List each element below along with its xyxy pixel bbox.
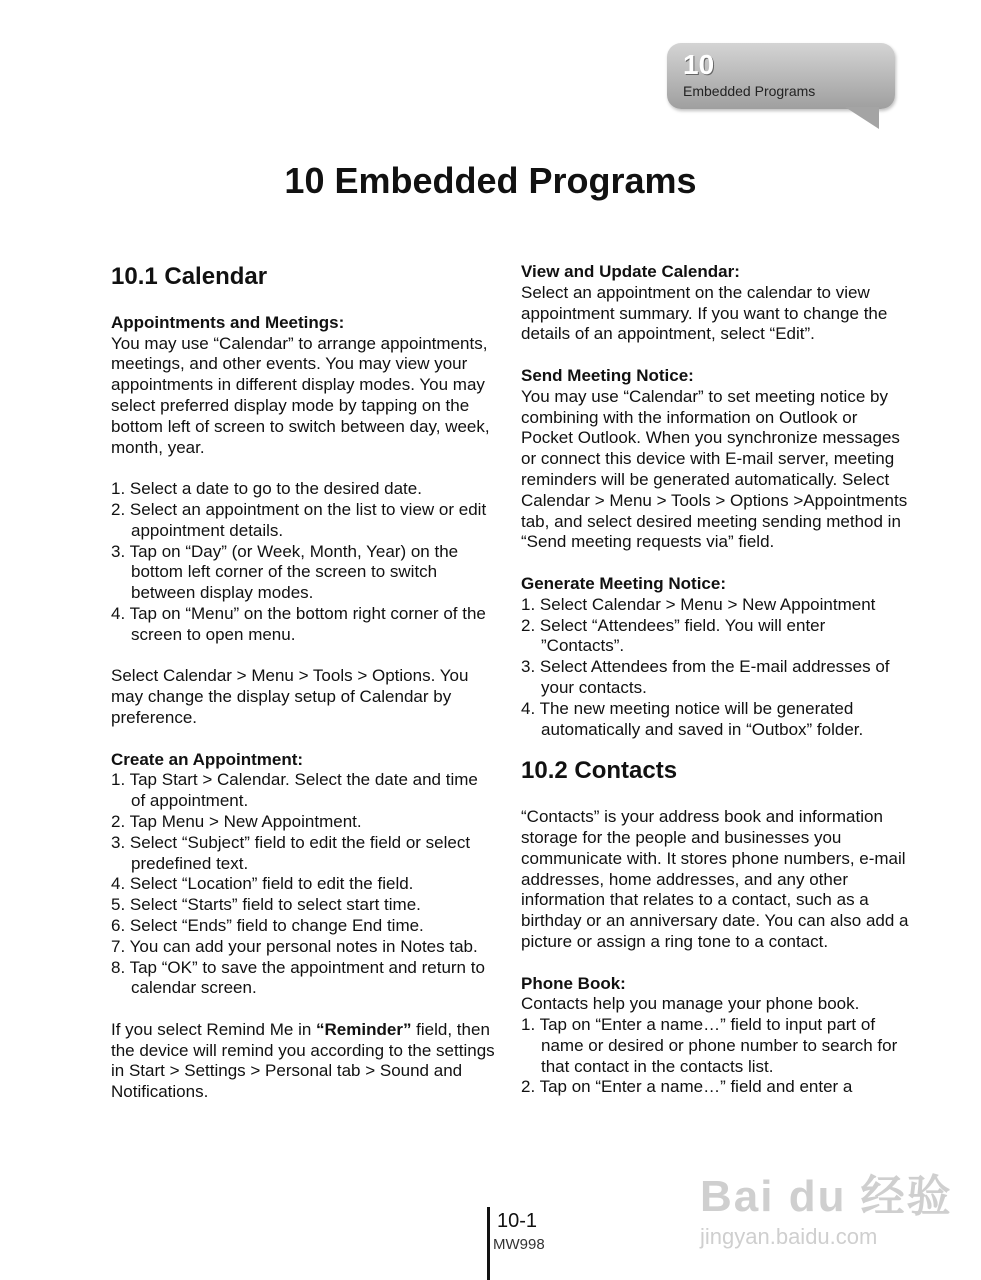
watermark-url: jingyan.baidu.com (700, 1224, 878, 1249)
send-notice-heading: Send Meeting Notice: (521, 365, 694, 385)
list-item: 6. Select “Ends” field to change End time. (111, 915, 424, 935)
list-item: 1. Tap on “Enter a name…” field to input part of name or desired or phone number to search for that contact in the contacts list. (521, 1015, 898, 1076)
list-item: 4. The new meeting notice will be generated automatically and saved in “Outbox” folder. (521, 698, 864, 739)
list-item: 2. Tap Menu > New Appointment. (111, 811, 362, 831)
contacts-paragraph: “Contacts” is your address book and information storage for the people and businesses you communicate with. It stores phone numbers, e-mail addresses, home addresses, and any other information that relates to a contact, such as a birthday or an anniversary date. You can also add a picture or assign a ring tone to a contact. (521, 807, 909, 951)
list-item: 1. Tap Start > Calendar. Select the date and time of appointment. (111, 770, 478, 811)
right-column (521, 262, 911, 1098)
chapter-label: Embedded Programs (683, 83, 816, 99)
list-item: 3. Tap on “Day” (or Week, Month, Year) on the bottom left corner of the screen to switch between display modes. (111, 541, 459, 603)
list-item: 8. Tap “OK” to save the appointment and return to calendar screen. (111, 957, 485, 998)
list-item: 1. Select Calendar > Menu > New Appointment (521, 594, 876, 614)
phone-book-heading: Phone Book: (521, 973, 626, 993)
generate-steps-list (521, 595, 911, 741)
list-item: 2. Select “Attendees” field. You will enter ”Contacts”. (521, 615, 826, 656)
reminder-text-bold: “Reminder” (316, 1019, 412, 1039)
reminder-text-post: field, then the device will remind you according to the settings in Start > Settings > Personal tab > Sound and Notifications. (111, 1019, 495, 1102)
list-item: 4. Select “Location” field to edit the field. (111, 874, 414, 894)
view-update-paragraph: Select an appointment on the calendar to view appointment summary. If you want to change the details of an appointment, select “Edit”. (521, 282, 888, 344)
chapter-tab-badge (667, 43, 899, 133)
calendar-steps-list (111, 479, 496, 645)
options-paragraph: Select Calendar > Menu > Tools > Options. You may change the display setup of Calendar by preference. (111, 666, 469, 727)
create-appointment-heading: Create an Appointment: (111, 749, 304, 769)
section-heading-calendar: 10.1 Calendar (111, 263, 268, 290)
list-item: 2. Tap on “Enter a name…” field and enter a (521, 1077, 853, 1097)
tab-tail (845, 107, 879, 129)
generate-notice-heading: Generate Meeting Notice: (521, 573, 726, 593)
watermark-logo: Bai du 经验 (700, 1172, 953, 1221)
page-number: 10-1 (497, 1210, 538, 1232)
appointments-paragraph: You may use “Calendar” to arrange appointments, meetings, and other events. You may view your appointments in different display modes. You may select preferred display mode by tapping on the bottom left of screen to switch between day, week, month, year. (111, 333, 490, 457)
footer-divider (487, 1207, 490, 1280)
section-heading-contacts: 10.2 Contacts (521, 757, 678, 785)
chapter-number: 10 (683, 49, 715, 80)
list-item: 1. Select a date to go to the desired date. (111, 479, 422, 499)
view-update-heading: View and Update Calendar: (521, 262, 740, 281)
appointments-heading: Appointments and Meetings: (111, 312, 345, 332)
send-notice-paragraph: You may use “Calendar” to set meeting notice by combining with the information on Outlook or Pocket Outlook. When you synchronize messages or connect this device with E-mail server, meeting reminders will be generated automatically. Select Calendar > Menu > Tools > Options >Appointments tab, and select desired meeting sending method in “Send meeting requests via” field. (521, 386, 908, 552)
list-item: 4. Tap on “Menu” on the bottom right corner of the screen to open menu. (111, 603, 486, 644)
phone-book-steps-list (521, 1015, 911, 1098)
list-item: 7. You can add your personal notes in Notes tab. (111, 936, 478, 956)
list-item: 5. Select “Starts” field to select start time. (111, 895, 421, 915)
reminder-paragraph (111, 1020, 496, 1103)
create-steps-list (111, 770, 496, 999)
reminder-text-pre: If you select Remind Me in (111, 1019, 317, 1039)
phone-book-paragraph: Contacts help you manage your phone book. (521, 994, 860, 1014)
page-title: 10 Embedded Programs (284, 160, 697, 201)
model-number: MW998 (493, 1236, 545, 1253)
list-item: 3. Select “Subject” field to edit the field or select predefined text. (111, 832, 471, 873)
list-item: 3. Select Attendees from the E-mail addresses of your contacts. (521, 657, 890, 697)
list-item: 2. Select an appointment on the list to view or edit appointment details. (111, 499, 487, 540)
baidu-watermark (700, 1160, 953, 1250)
left-column (111, 262, 496, 1103)
